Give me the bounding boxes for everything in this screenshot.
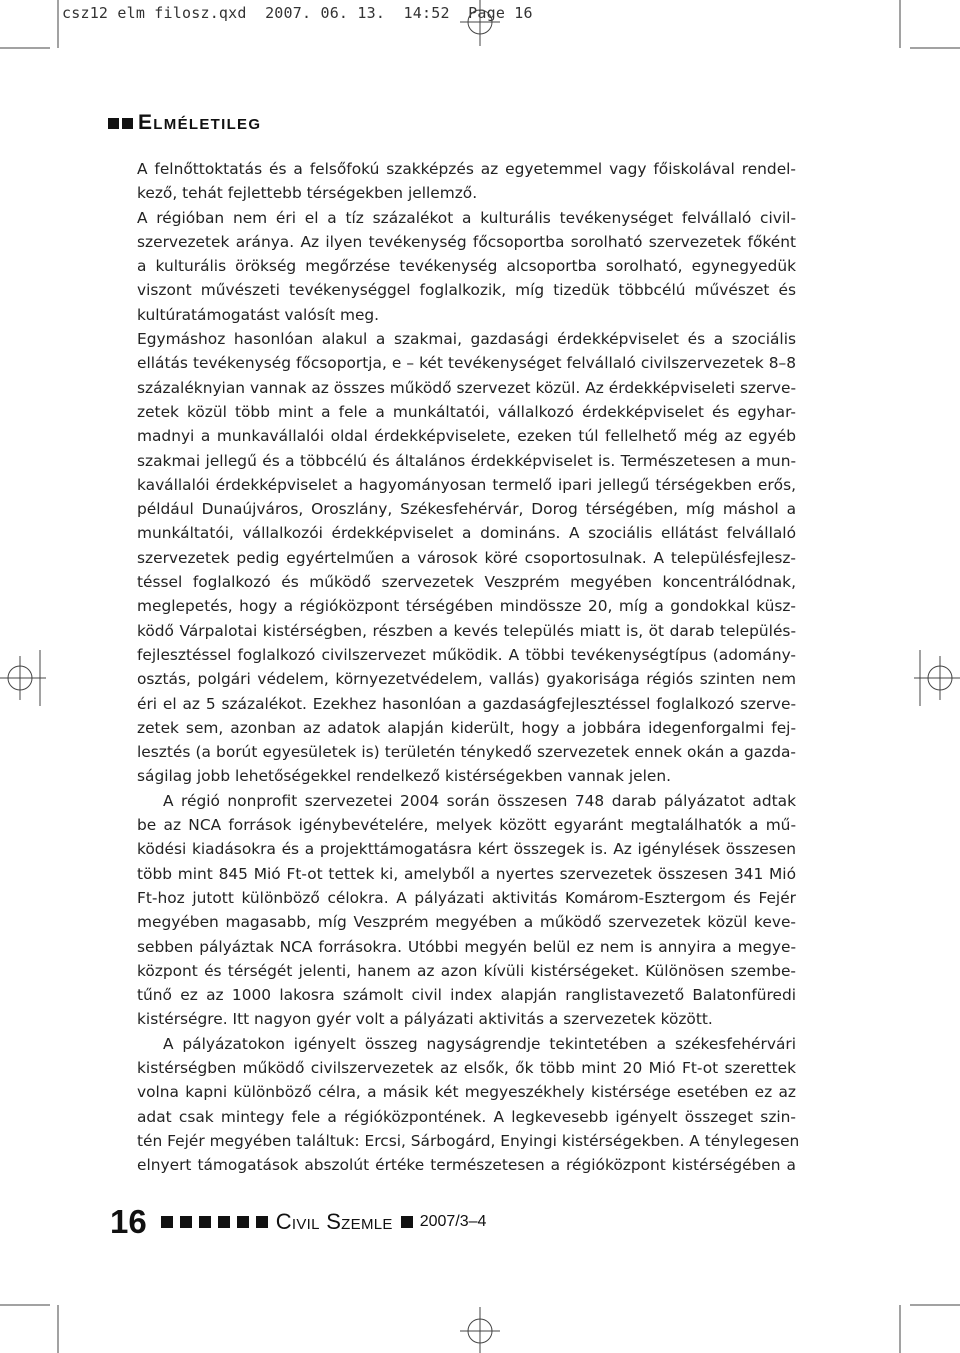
footer-square-icon <box>161 1216 173 1228</box>
text-line: például Dunaújváros, Oroszlány, Székesfehérvár, Dorog térségében, míg máshol a <box>137 500 796 519</box>
text-line: ködő Várpalotai kistérségben, részben a kevés település miatt is, öt darab település- <box>137 621 796 640</box>
text-line: A régió nonprofit szervezetei 2004 során összesen 748 darab pályázatot adtak <box>163 791 796 810</box>
crop-mark-top-left <box>0 0 70 50</box>
section-title: Elméletileg <box>138 111 262 134</box>
text-line: madnyi a munkavállalói oldal érdekképviselete, ezeken túl fellelhető még az egyéb <box>137 427 796 446</box>
text-line: A felnőttoktatás és a felsőfokú szakképzés az egyetemmel vagy főiskolával rendel- <box>137 160 796 178</box>
text-line: zetek közül több mint a fele a munkáltatói, vállalkozó érdekképviselet és egyhar- <box>137 402 796 421</box>
page-number: 16 <box>110 1203 147 1240</box>
registration-mark-right <box>910 650 960 706</box>
footer-square-icon <box>180 1216 192 1228</box>
text-line: Ft-hoz jutott különböző célokra. A pályázati aktivitás Komárom-Esztergom és Fejér <box>137 888 796 907</box>
footer-square-icon <box>199 1216 211 1228</box>
text-line: tűnő ez az 1000 lakosra számolt civil index alapján ranglistavezető Balatonfüredi <box>137 986 796 1005</box>
heading-square-icon <box>122 118 133 129</box>
issue-number: 2007/3–4 <box>419 1213 487 1230</box>
text-line: elnyert támogatások abszolút értéke természetesen a régióközpont kistérségében a <box>137 1156 796 1175</box>
text-line: megyében magasabb, míg Veszprém megyében a működő szervezetek közül keve- <box>137 913 796 932</box>
text-line: kező, tehát fejlettebb térségekben jellemző. <box>137 184 478 203</box>
text-line: téssel foglalkozó és működő szervezetek Veszprém megyében koncentrálódnak, <box>137 573 796 592</box>
text-line: százaléknyian vannak az összes működő szervezet közül. Az érdekképviseleti szerve- <box>137 378 796 397</box>
registration-mark-bottom <box>455 1303 505 1353</box>
text-line: adat csak mintegy fele a régióközpontének. A legkevesebb igényelt összeget szin- <box>137 1107 796 1126</box>
text-line: tén Fejér megyében találtuk: Ercsi, Sárbogárd, Enyingi kistérségekben. A ténylegesen <box>137 1131 800 1150</box>
text-line: osztás, polgári védelem, környezetvédelem, vallás) gyakorisága régiós szinten nem <box>137 670 796 689</box>
crop-mark-bottom-right <box>890 1303 960 1353</box>
text-line: a kulturális örökség megőrzése tevékenység alcsoportba sorolható, egynegyedük <box>137 257 796 276</box>
text-line: kavállalói érdekképviselet a hagyományosan termelő ipari jellegű térségekben erős, <box>137 475 796 494</box>
crop-mark-bottom-left <box>0 1303 70 1353</box>
text-line: zetek sem, azonban az adatok alapján kiderült, hogy a jobbára idegenforgalmi fej- <box>137 718 796 737</box>
text-line: szakmai jellegű és a többcélú és általános érdekképviselet is. Természetesen a mun- <box>137 451 796 470</box>
registration-mark-top <box>455 0 505 50</box>
crop-mark-top-right <box>890 0 960 50</box>
text-line: viszont művészeti tevékenységgel foglalkozik, míg tizedük többcélú művészet és <box>137 281 796 300</box>
text-line: meglepetés, hogy a régióközpont térségében mindössze 20, míg a gondokkal küsz- <box>137 597 796 616</box>
text-line: be az NCA források igénybevételére, melyek között egyaránt megtalálhatók a mű- <box>137 816 796 835</box>
text-line: ságilag jobb lehetőségekkel rendelkező kistérségekben vannak jelen. <box>137 767 671 786</box>
registration-mark-left <box>0 650 50 706</box>
text-line: lesztés (a borút egyesületek is) területén ténykedő szervezetek ennek okán a gazda- <box>137 743 796 762</box>
journal-title: Civil Szemle <box>275 1209 393 1234</box>
print-slug: csz12 elm filosz.qxd 2007. 06. 13. 14:52 Page 16 <box>62 4 533 22</box>
footer-square-icon <box>401 1216 413 1228</box>
text-line: kistérségre. Itt nagyon gyér volt a pályázati aktivitás a szervezetek között. <box>137 1010 713 1029</box>
text-line: fejlesztéssel foglalkozó civilszervezet működik. A többi tevékenységtípus (adomány- <box>137 645 796 664</box>
page-footer <box>110 1202 486 1242</box>
footer-square-icon <box>237 1216 249 1228</box>
text-line: ködési kiadásokra és a projekttámogatásra kért összegek is. Az igénylések összesen <box>137 840 796 859</box>
footer-square-icon <box>218 1216 230 1228</box>
text-line: A régióban nem éri el a tíz százalékot a kulturális tevékenységet felvállaló civil- <box>137 208 796 227</box>
text-line: éri el az 5 százalékot. Ezekhez hasonlóan a gazdaságfejlesztéssel foglalkozó szerve- <box>137 694 796 713</box>
text-line: szervezetek aránya. Az ilyen tevékenység főcsoportba sorolható szervezetek főként <box>137 232 796 251</box>
text-line: szervezetek pedig egyértelműen a városok köré csoportosulnak. A településfejlesz- <box>137 548 796 567</box>
text-line: A pályázatokon igényelt összeg nagyságrendje tekintetében a székesfehérvári <box>163 1034 796 1053</box>
text-line: központ és térségét jelenti, hanem az azon kívüli kistérségeket. Különösen szembe- <box>137 961 796 980</box>
article-body <box>137 157 800 1177</box>
text-line: ellátás tevékenység főcsoportja, e – két tevékenységet felvállaló civilszervezetek 8–8 <box>137 354 796 373</box>
text-line: több mint 845 Mió Ft-ot tettek ki, amelyből a nyertes szervezetek összesen 341 Mió <box>137 864 796 883</box>
text-line: munkáltatói, vállalkozói érdekképviselet a domináns. A szociális ellátást felvállaló <box>137 524 796 543</box>
text-line: kistérségben működő civilszervezetek az elsők, ők több mint 20 Mió Ft-ot szerettek <box>137 1058 796 1077</box>
section-heading <box>108 111 261 135</box>
heading-square-icon <box>108 118 119 129</box>
text-line: volna kapni különböző célra, a másik két megyeszékhely kistérsége esetében ez az <box>137 1083 796 1102</box>
text-line: kultúratámogatást valósít meg. <box>137 305 380 324</box>
text-line: Egymáshoz hasonlóan alakul a szakmai, gazdasági érdekképviselet és a szociális <box>137 330 796 349</box>
text-line: sebben pályáztak NCA forrásokra. Utóbbi megyén belül ez nem is annyira a megye- <box>137 937 796 956</box>
footer-square-icon <box>256 1216 268 1228</box>
